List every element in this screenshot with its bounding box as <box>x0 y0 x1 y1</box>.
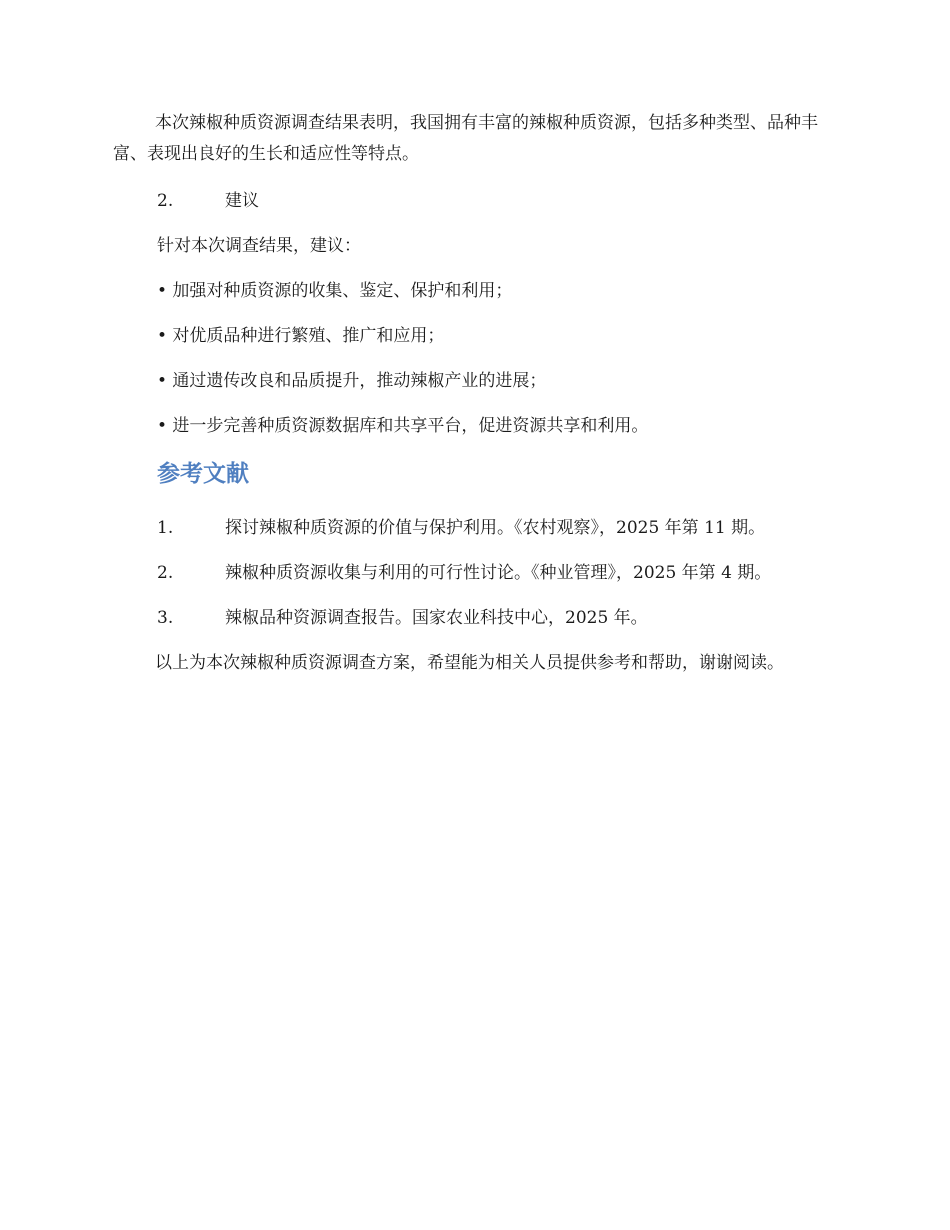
lead-in-text: 针对本次调查结果，建议： <box>157 236 361 256</box>
section-title: 建议 <box>225 191 259 211</box>
bullet-item: • 进一步完善种质资源数据库和共享平台，促进资源共享和利用。 <box>157 416 649 436</box>
bullet-item: • 对优质品种进行繁殖、推广和应用； <box>157 326 445 346</box>
reference-text: 探讨辣椒种质资源的价值与保护利用。《农村观察》，2025 年第 11 期。 <box>225 518 766 538</box>
closing-paragraph: 以上为本次辣椒种质资源调查方案，希望能为相关人员提供参考和帮助，谢谢阅读。 <box>155 653 784 673</box>
bullet-item: • 通过遗传改良和品质提升，推动辣椒产业的进展； <box>157 371 547 391</box>
intro-paragraph: 本次辣椒种质资源调查结果表明，我国拥有丰富的辣椒种质资源，包括多种类型、品种丰富、表现出良好的生长和适应性等特点。 <box>113 113 818 164</box>
reference-number: 2. <box>157 563 174 583</box>
bullet-item: • 加强对种质资源的收集、鉴定、保护和利用； <box>157 281 513 301</box>
references-heading: 参考文献 <box>157 461 249 487</box>
reference-number: 1. <box>157 518 174 538</box>
reference-text: 辣椒种质资源收集与利用的可行性讨论。《种业管理》，2025 年第 4 期。 <box>225 563 772 583</box>
section-number: 2. <box>157 191 174 211</box>
reference-number: 3. <box>157 608 174 628</box>
reference-text: 辣椒品种资源调查报告。国家农业科技中心，2025 年。 <box>225 608 648 628</box>
